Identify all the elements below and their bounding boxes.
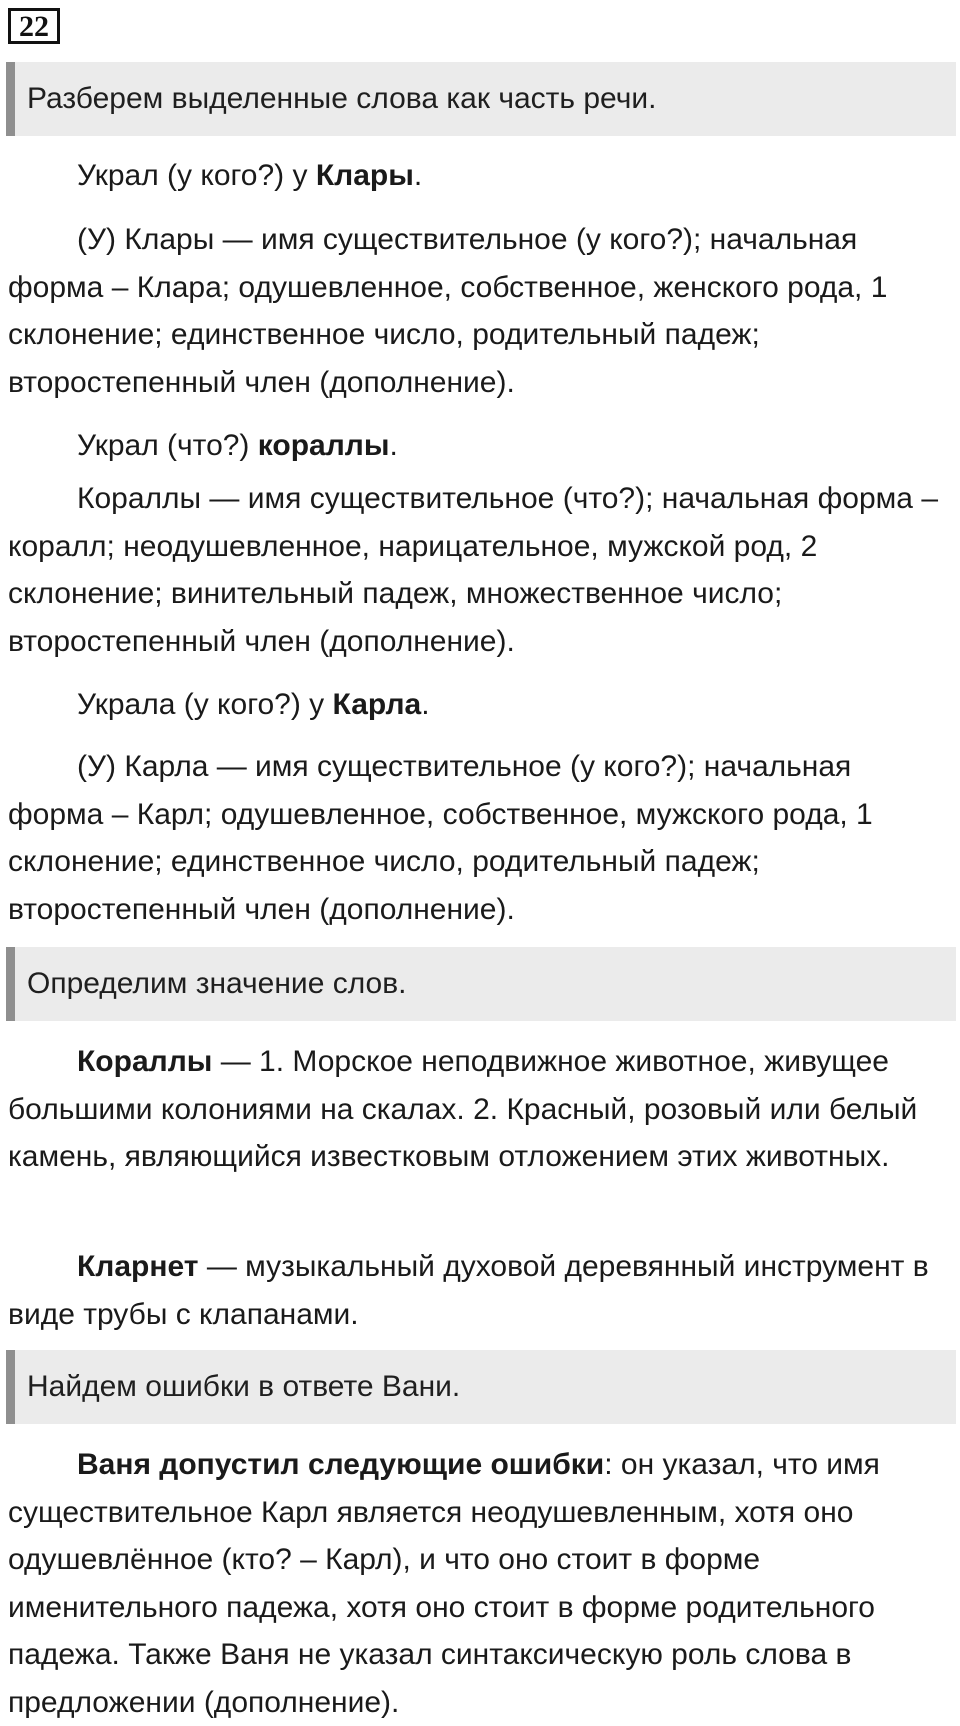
paragraph-korally-analysis bbox=[8, 475, 948, 665]
paragraph-klary-question: Украл (у кого?) у Клары. bbox=[77, 159, 423, 192]
paragraph-korally-definition bbox=[8, 1038, 948, 1181]
vanya-errors-lead: Ваня допустил следующие ошибки bbox=[77, 1448, 605, 1481]
section-heading-find-errors: Найдем ошибки в ответе Вани. bbox=[6, 1350, 956, 1424]
section-heading-word-meanings: Определим значение слов. bbox=[6, 947, 956, 1021]
karla-analysis-text: (У) Карла — имя существительное (у кого?); начальная форма – Карл; одушевленное, собственное, мужского рода, 1 склонение; единственное число, родительный падеж; второстепенный член (дополнение). bbox=[8, 750, 873, 926]
korally-question-text: Украл (что?) bbox=[77, 429, 258, 462]
korally-definition-text: — 1. Морское неподвижное животное, живущее большими колониями на скалах. 2. Красный, розовый или белый камень, являющийся известковым отложением этих животных. bbox=[8, 1045, 918, 1173]
klarnet-definition-text: — музыкальный духовой деревянный инструмент в виде трубы с клапанами. bbox=[8, 1250, 929, 1331]
paragraph-klary-analysis bbox=[8, 216, 948, 406]
klary-question-text: Украл (у кого?) у bbox=[77, 159, 316, 192]
karla-question-text: Украла (у кого?) у bbox=[77, 688, 333, 721]
klarnet-term: Кларнет bbox=[77, 1250, 199, 1283]
korally-bold-word: кораллы bbox=[257, 429, 390, 462]
korally-analysis-text: Кораллы — имя существительное (что?); начальная форма – коралл; неодушевленное, нарицательное, мужской род, 2 склонение; винительный падеж, множественное число; второстепенный член (дополнение). bbox=[8, 482, 939, 658]
paragraph-karla-question: Украла (у кого?) у Карла. bbox=[77, 688, 430, 721]
section-heading-parts-of-speech: Разберем выделенные слова как часть речи. bbox=[6, 62, 956, 136]
paragraph-korally-question: Украл (что?) кораллы. bbox=[77, 429, 398, 462]
paragraph-vanya-errors bbox=[8, 1441, 948, 1726]
vanya-errors-text: : он указал, что имя существительное Карл является неодушевленным, хотя оно одушевлённое (кто? – Карл), и что оно стоит в форме именительного падежа, хотя оно стоит в форме родительного падежа. Также Ваня не указал синтаксическую роль слова в предложении (дополнение). bbox=[8, 1448, 880, 1719]
karla-bold-word: Карла bbox=[332, 688, 422, 721]
korally-term: Кораллы bbox=[77, 1045, 213, 1078]
klary-analysis-text: (У) Клары — имя существительное (у кого?); начальная форма – Клара; одушевленное, собственное, женского рода, 1 склонение; единственное число, родительный падеж; второстепенный член (дополнение). bbox=[8, 223, 888, 399]
paragraph-karla-analysis bbox=[8, 743, 948, 933]
paragraph-klarnet-definition bbox=[8, 1243, 948, 1338]
task-number-box: 22 bbox=[8, 8, 60, 44]
klary-bold-word: Клары bbox=[315, 159, 414, 192]
